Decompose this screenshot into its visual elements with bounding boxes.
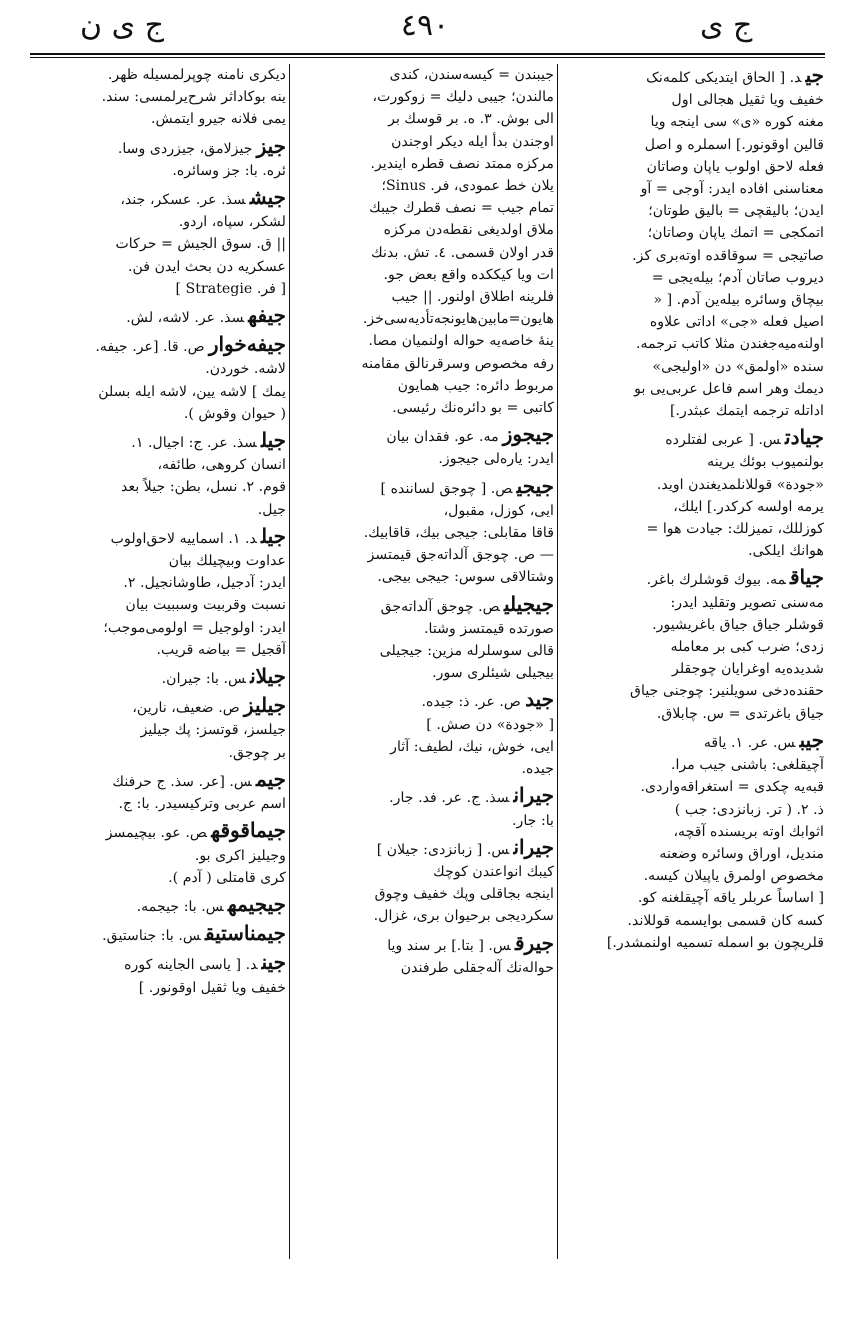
- entry-line: [560, 111, 824, 133]
- entry-line: [560, 518, 824, 540]
- entry-text: قبه‌یه چکدی = استغراقه‌واردی.: [640, 779, 824, 796]
- entry-text: اداتله ترجمه ایتمك عبثدر.]: [669, 403, 824, 420]
- entry-line: [30, 922, 286, 947]
- entry-headword: جیلان: [250, 664, 286, 689]
- entry-line: [30, 333, 286, 358]
- entry-text: ص. قا. [عر. جیفه.: [95, 339, 205, 356]
- entry-line: [560, 592, 824, 614]
- entry-text: س. [ بتا.] بر سند ویا: [387, 937, 511, 954]
- entry-line: [292, 957, 554, 979]
- column-right: [560, 64, 824, 1264]
- dictionary-entry: [30, 525, 286, 661]
- entry-headword: جیفه‌خوار: [208, 332, 286, 357]
- dictionary-entry: [30, 333, 286, 425]
- entry-line: [560, 451, 824, 473]
- entry-text: هایون=مابین‌هایونجه‌تأدیه‌سی‌خز.: [362, 311, 554, 328]
- entry-line: [30, 211, 286, 233]
- entry-headword: جیران: [513, 783, 554, 808]
- entry-text: کیبك انواعندن کوچك: [433, 863, 554, 880]
- entry-text: س. [ زبانزدی: جیلان ]: [376, 841, 510, 858]
- entry-line: [292, 758, 554, 780]
- entry-text: نسبت وقربیت وسببیت بیان: [125, 597, 286, 614]
- entry-line: [292, 522, 554, 544]
- entry-line: [30, 429, 286, 454]
- entry-text: لاشه. خوردن.: [205, 361, 286, 378]
- entry-line: [30, 719, 286, 741]
- entry-line: [30, 476, 286, 498]
- entry-line: [292, 131, 554, 153]
- entry-text: با: جار.: [511, 812, 554, 829]
- entry-headword: جیم: [256, 766, 286, 791]
- entry-text: س. [ عربی لفتلرده: [665, 432, 782, 449]
- entry-line: [30, 768, 286, 793]
- entry-text: ( حیوان وقوش ).: [183, 405, 286, 422]
- entry-text: یرمه اولسه کرکدر.] ایلك،: [673, 498, 824, 515]
- dictionary-entry: [30, 64, 286, 131]
- entry-text: د. ١. اسماییه لاحق‌اولوب: [110, 530, 257, 547]
- entry-line: [560, 89, 824, 111]
- entry-text: س. با: جیجمه.: [136, 898, 224, 915]
- entry-line: [560, 64, 824, 89]
- entry-line: [292, 784, 554, 809]
- entry-text: مندیل، اوراق وسائره وضعنه: [659, 845, 824, 862]
- column-divider-left: [289, 64, 290, 1259]
- entry-line: [292, 714, 554, 736]
- entry-text: مه‌سنی تصویر وتقلید ایدر:: [670, 594, 824, 611]
- entry-text: ات ویا کیککده واقع بعض جو.: [383, 266, 554, 283]
- entry-line: [292, 662, 554, 684]
- header-rule-thin: [30, 57, 825, 58]
- entry-headword: جیرق: [515, 930, 554, 955]
- entry-text: آچیقلغی: باشنی جیب مرا.: [671, 757, 824, 774]
- entry-text: جیلسز، قوتسز: پك جیلیز: [140, 722, 286, 739]
- entry-text: ایدر: اولوجیل = اولومی‌موجب؛: [103, 619, 286, 636]
- entry-line: [292, 264, 554, 286]
- entry-text: دیمك وهر اسم فاعل عربی‌یی بو: [634, 380, 824, 397]
- entry-headword: جیش: [249, 185, 286, 210]
- dictionary-entry: [292, 423, 554, 470]
- entry-text: س. با: جیران.: [161, 671, 247, 688]
- entry-line: [30, 977, 286, 999]
- entry-line: [292, 375, 554, 397]
- entry-text: س. عر. ١. یاقه: [703, 734, 796, 751]
- entry-line: [292, 108, 554, 130]
- entry-line: [560, 843, 824, 865]
- entry-line: [560, 636, 824, 658]
- entry-line: [292, 736, 554, 758]
- entry-line: [292, 286, 554, 308]
- entry-line: [292, 219, 554, 241]
- entry-text: مخصوص اولمرق یاپیلان کیسه.: [643, 868, 824, 885]
- entry-headword: جیران: [513, 834, 554, 859]
- entry-line: [560, 865, 824, 887]
- dictionary-entry: [30, 665, 286, 690]
- entry-text: شدیده‌یه اوغرایان چوجقلر: [672, 661, 824, 678]
- column-middle: [292, 64, 554, 1264]
- header-left-guideword: ج ی ن: [80, 8, 164, 43]
- entry-line: [560, 222, 824, 244]
- entry-text: رفه مخصوص وسرقرنالق مقامنه: [361, 355, 554, 372]
- entry-text: یمك ] لاشه یین، لاشه ایله بسلن: [98, 383, 286, 400]
- entry-text: اثوابك اوته بریسنده آقچه،: [673, 823, 824, 840]
- entry-text: قالین اوقونور.] اسملره و اصل: [644, 136, 824, 153]
- dictionary-entry: [30, 135, 286, 182]
- entry-line: [30, 951, 286, 976]
- entry-text: سذ. عر. ج: اجیال. ١.: [131, 435, 257, 452]
- dictionary-entry: [30, 819, 286, 889]
- entry-text: هوانك ایلکی.: [748, 543, 824, 560]
- entry-line: [560, 799, 824, 821]
- entry-headword: جیل: [260, 523, 286, 548]
- entry-text: قدر اولان قسمی. ٤. تش. بدنك: [371, 244, 554, 261]
- entry-headword: جیجی: [516, 473, 554, 498]
- entry-line: [560, 267, 824, 289]
- entry-line: [292, 448, 554, 470]
- entry-line: [560, 703, 824, 725]
- entry-text: حواله‌نك آله‌جقلی طرفندن: [400, 959, 554, 976]
- entry-text: ص. چوجق آلداته‌جق: [380, 598, 500, 615]
- entry-line: [560, 156, 824, 178]
- entry-line: [560, 680, 824, 702]
- dictionary-entry: [30, 768, 286, 815]
- entry-line: [292, 861, 554, 883]
- entry-line: [560, 426, 824, 451]
- dictionary-entry: [30, 951, 286, 998]
- entry-headword: جیجیمه: [227, 891, 286, 916]
- entry-text: د. [ یاسی الجاینه کوره: [124, 957, 258, 974]
- entry-text: قوشلر جیاق جیاق باغریشیور.: [652, 616, 824, 633]
- entry-line: [30, 893, 286, 918]
- entry-line: [560, 566, 824, 591]
- entry-line: [292, 688, 554, 713]
- dictionary-entry: [292, 688, 554, 780]
- entry-line: [560, 754, 824, 776]
- entry-text: اسم عربی وترکیسیدر. با: ج.: [118, 796, 286, 813]
- dictionary-entry: [560, 64, 824, 422]
- entry-line: [292, 86, 554, 108]
- entry-text: وشتالاقی سوس: جیجی بیجی.: [377, 569, 554, 586]
- entry-text: [ اساساً عربلر یاقه آچیقلغنه کو.: [637, 890, 824, 907]
- dictionary-entry: [292, 932, 554, 979]
- entry-text: اصیل فعله «جی» اداتی علاوه: [649, 314, 824, 331]
- entry-line: [292, 500, 554, 522]
- entry-line: [30, 135, 286, 160]
- entry-text: بولنمیوب بوئك یرینه: [707, 454, 824, 471]
- entry-text: جیاق باغرتدی = س. چابلاق.: [656, 705, 824, 722]
- entry-text: ینه بوکاداثر شرح‌یرلمسی: سند.: [101, 89, 286, 106]
- entry-line: [560, 356, 824, 378]
- entry-line: [30, 304, 286, 329]
- entry-line: [292, 308, 554, 330]
- page-number: ٤٩٠: [400, 8, 450, 43]
- entry-text: ایدر: یاره‌لی جیجوز.: [438, 451, 554, 468]
- entry-text: || ق. سوق الجیش = حرکات: [115, 236, 286, 253]
- entry-line: [292, 640, 554, 662]
- entry-text: د. [ الحاق ایتدیکی کلمه‌نک: [646, 70, 802, 86]
- entry-line: [30, 845, 286, 867]
- entry-text: کری قامتلی ( آدم ).: [168, 869, 286, 886]
- entry-text: خفیف ویا ثقیل هجالی اول: [671, 92, 824, 109]
- entry-line: [560, 540, 824, 562]
- entry-line: [30, 525, 286, 550]
- entry-text: [ فر. Strategie ]: [175, 280, 286, 297]
- dictionary-entry: [30, 304, 286, 329]
- entry-text: ملاق اولدیغی نقطه‌دن مرکزه: [383, 222, 554, 239]
- entry-line: [292, 175, 554, 197]
- entry-line: [30, 594, 286, 616]
- dictionary-entry: [30, 186, 286, 300]
- header-right-guideword: ج ی: [700, 8, 753, 43]
- entry-headword: جیمناستیق: [204, 921, 286, 946]
- entry-line: [30, 358, 286, 380]
- dictionary-entry: [292, 784, 554, 831]
- entry-line: [560, 245, 824, 267]
- entry-line: [292, 905, 554, 927]
- entry-line: [560, 311, 824, 333]
- entry-line: [292, 883, 554, 905]
- entry-line: [30, 403, 286, 425]
- entry-text: قاقا مقابلی: جیجی بیك، قاقابیك.: [363, 525, 554, 542]
- entry-line: [30, 550, 286, 572]
- entry-headword: جیجوز: [502, 422, 554, 447]
- entry-line: [30, 572, 286, 594]
- entry-text: ص. عو. بیچیمسز: [105, 825, 208, 842]
- entry-headword: جید: [525, 687, 554, 712]
- entry-text: کاتبی = بو دائره‌نك رئیسی.: [392, 400, 554, 417]
- entry-text: «جودة» قوللانلمدیغندن اوید.: [656, 476, 824, 493]
- dictionary-entry: [560, 426, 824, 562]
- entry-text: الی بوش. ٣. ه. بر قوسك بر: [388, 111, 554, 128]
- entry-text: قلریچون بو اسمله تسمیه اولنمشدر.]: [606, 934, 824, 951]
- entry-line: [30, 867, 286, 889]
- entry-text: کوزللك، تمیزلك: جیادت هوا =: [646, 521, 824, 538]
- entry-text: [ «جودة» دن صش. ]: [426, 716, 554, 733]
- entry-text: — ص. چوجق آلداته‌جق قیمتسز: [367, 547, 554, 564]
- entry-text: سذ. ج. عر. فد. جار.: [389, 790, 510, 807]
- entry-line: [292, 330, 554, 352]
- entry-text: انسان کروهی، طائفه،: [157, 457, 286, 474]
- entry-line: [292, 153, 554, 175]
- entry-line: [560, 614, 824, 636]
- entry-line: [30, 793, 286, 815]
- entry-line: [30, 186, 286, 211]
- entry-headword: جیز: [256, 133, 286, 158]
- entry-line: [292, 197, 554, 219]
- entry-line: [292, 836, 554, 861]
- entry-line: [560, 134, 824, 156]
- entry-headword: جین: [261, 950, 286, 975]
- entry-text: بر چوجق.: [228, 744, 286, 761]
- dictionary-entry: [292, 475, 554, 589]
- entry-text: اینجه بجاقلی وپك خفیف وچوق: [374, 886, 554, 903]
- entry-line: [30, 499, 286, 521]
- entry-text: قالی سوسلرله مزین: جیجیلی: [379, 643, 554, 660]
- entry-line: [30, 819, 286, 844]
- entry-text: اوجندن بدأ ایله دیکر اوجندن: [391, 133, 554, 150]
- column-divider-right: [557, 64, 558, 1259]
- entry-text: اولنه‌میه‌جغندن مثلا کاتب ترجمه.: [636, 336, 824, 353]
- entry-text: یلان خط عمودی، فر. Sinus؛: [381, 178, 554, 195]
- entry-text: سکردیجی برحیوان بری، غزال.: [373, 908, 554, 925]
- entry-text: جیبندن = کیسه‌سندن، کندی: [389, 67, 554, 83]
- entry-headword: جیجیلی: [504, 591, 554, 616]
- entry-text: مه. بیوك قوشلرك باغر.: [646, 572, 786, 589]
- entry-text: بیجیلی شیئلری سور.: [432, 665, 554, 682]
- dictionary-entry: [30, 893, 286, 918]
- dictionary-entry: [30, 429, 286, 521]
- entry-line: [560, 474, 824, 496]
- entry-text: اتمکجی = اتمك یاپان وصاتان؛: [647, 225, 824, 242]
- entry-line: [30, 381, 286, 403]
- entry-text: ایی، خوش، نیك، لطیف: آثار: [390, 738, 554, 755]
- entry-text: ایدن؛ بالیقچی = بالیق طوتان؛: [648, 203, 824, 220]
- entry-line: [560, 178, 824, 200]
- entry-line: [560, 333, 824, 355]
- entry-text: دیکری نامنه چوپرلمسیله ظهر.: [107, 67, 286, 83]
- entry-text: لشکر، سپاه، اردو.: [178, 214, 286, 231]
- entry-line: [30, 454, 286, 476]
- header-rule: [30, 53, 825, 55]
- entry-text: مربوط دائره: جیب همایون: [397, 377, 554, 394]
- dictionary-entry: [560, 729, 824, 954]
- dictionary-entry: [292, 64, 554, 419]
- entry-text: س. [عر. سذ. ج حرفنك: [112, 773, 253, 790]
- entry-line: [560, 200, 824, 222]
- entry-text: فعله لاحق اولوب یاپان وصاتان: [646, 158, 824, 175]
- entry-line: [30, 256, 286, 278]
- entry-line: [30, 86, 286, 108]
- entry-text: ص. عر. ذ: جیده.: [421, 694, 522, 711]
- entry-text: ایدر: آدجیل، طاوشانجیل. ٢.: [123, 575, 286, 592]
- entry-line: [292, 353, 554, 375]
- entry-text: صورتده قیمتسز وشتا.: [424, 620, 554, 637]
- entry-line: [292, 566, 554, 588]
- entry-text: مه. عو. فقدان بیان: [386, 429, 499, 446]
- entry-text: خفیف ویا ثقیل اوقونور. ]: [138, 979, 286, 996]
- entry-line: [560, 910, 824, 932]
- entry-text: عسکریه دن بحث ایدن فن.: [127, 258, 286, 275]
- entry-line: [292, 242, 554, 264]
- entry-headword: جی: [805, 64, 824, 87]
- entry-line: [30, 108, 286, 130]
- entry-text: یمی فلانه جیرو ایتمش.: [150, 111, 286, 128]
- dictionary-entry: [30, 694, 286, 764]
- entry-line: [292, 544, 554, 566]
- entry-text: عداوت وبیچیلك بیان: [168, 553, 286, 570]
- dictionary-entry: [292, 836, 554, 928]
- entry-text: وجیلیز اکری بو.: [194, 847, 286, 864]
- entry-line: [30, 694, 286, 719]
- entry-line: [292, 810, 554, 832]
- entry-line: [292, 397, 554, 419]
- entry-text: ص. ضعیف، نارین،: [132, 700, 240, 717]
- entry-text: بیچاق وسائره بیله‌ین آدم. [ «: [653, 292, 824, 309]
- entry-text: فلرینه اطلاق اولنور. || جیب: [391, 289, 554, 306]
- entry-line: [30, 160, 286, 182]
- column-left: [30, 64, 286, 1264]
- entry-line: [292, 593, 554, 618]
- entry-line: [30, 639, 286, 661]
- entry-text: ص. [ چوجق لساننده ]: [380, 480, 513, 497]
- entry-text: مرکزه ممتد نصف قطره ایندیر.: [370, 155, 554, 172]
- entry-text: کسه کان قسمی بوایسمه قوللاند.: [627, 912, 824, 929]
- entry-text: تمام جیب = نصف قطرك جیبك: [369, 200, 554, 217]
- dictionary-entry: [292, 593, 554, 685]
- entry-line: [560, 400, 824, 422]
- entry-text: جیزلامق، جیزردی وسا.: [117, 140, 253, 157]
- entry-text: صاتیجی = سوقاقده اوته‌بری کز.: [632, 247, 824, 264]
- dictionary-entry: [30, 922, 286, 947]
- entry-line: [560, 496, 824, 518]
- entry-text: مغنه کوره «ی» سی اینجه ویا: [650, 114, 824, 131]
- entry-line: [30, 233, 286, 255]
- entry-headword: جیاق: [789, 565, 824, 590]
- entry-line: [292, 618, 554, 640]
- entry-headword: جیلیز: [243, 693, 286, 718]
- dictionary-entry: [560, 566, 824, 724]
- entry-line: [560, 658, 824, 680]
- entry-text: زدی؛ ضرب کبی بر معامله: [670, 639, 824, 656]
- entry-text: جیل.: [257, 501, 286, 518]
- entry-text: سذ. عر. لاشه، لش.: [126, 310, 245, 327]
- entry-text: ذ. ٢. ( تر. زبانزدی: جب ): [674, 801, 824, 818]
- entry-text: حقنده‌دخی سویلنیر: چوجنی جیاق: [630, 683, 824, 700]
- entry-text: س. با: جناستیق.: [102, 928, 201, 945]
- entry-line: [560, 887, 824, 909]
- entry-headword: جیماقوقه: [211, 818, 286, 843]
- entry-line: [560, 729, 824, 754]
- entry-text: ایی، کوزل، مقبول،: [443, 502, 554, 519]
- entry-headword: جیادت: [785, 425, 824, 450]
- entry-line: [30, 278, 286, 300]
- entry-text: سنده «اولمق» دن «اولیجی»: [652, 358, 824, 375]
- entry-headword: جیفه: [248, 303, 286, 328]
- entry-line: [560, 776, 824, 798]
- entry-line: [560, 821, 824, 843]
- entry-text: آقجیل = بیاضه قریب.: [156, 641, 286, 658]
- entry-line: [292, 64, 554, 86]
- entry-line: [292, 932, 554, 957]
- entry-text: مالندن؛ جیبی دلیك = زوکورت،: [372, 89, 554, 106]
- entry-line: [292, 475, 554, 500]
- entry-line: [560, 289, 824, 311]
- entry-line: [560, 932, 824, 954]
- entry-line: [30, 742, 286, 764]
- entry-text: قوم. ٢. نسل، بطن: جیلاً بعد: [121, 479, 286, 496]
- entry-text: معناسنی افاده ایدر: آوجی = آو: [640, 181, 824, 198]
- entry-line: [292, 423, 554, 448]
- entry-text: سذ. عر. عسکر، جند،: [120, 192, 246, 209]
- entry-text: ئره. با: جز وسائره.: [172, 162, 286, 179]
- entry-line: [30, 64, 286, 86]
- entry-text: ینهٔ خاصه‌یه حواله اولنمیان مصا.: [368, 333, 554, 350]
- entry-line: [30, 617, 286, 639]
- entry-headword: جیل: [260, 428, 286, 453]
- entry-text: دیروب صاتان آدم؛ بیله‌یجی =: [651, 269, 824, 286]
- entry-line: [30, 665, 286, 690]
- entry-headword: جیب: [799, 727, 824, 752]
- entry-text: جیده.: [521, 761, 554, 778]
- entry-line: [560, 378, 824, 400]
